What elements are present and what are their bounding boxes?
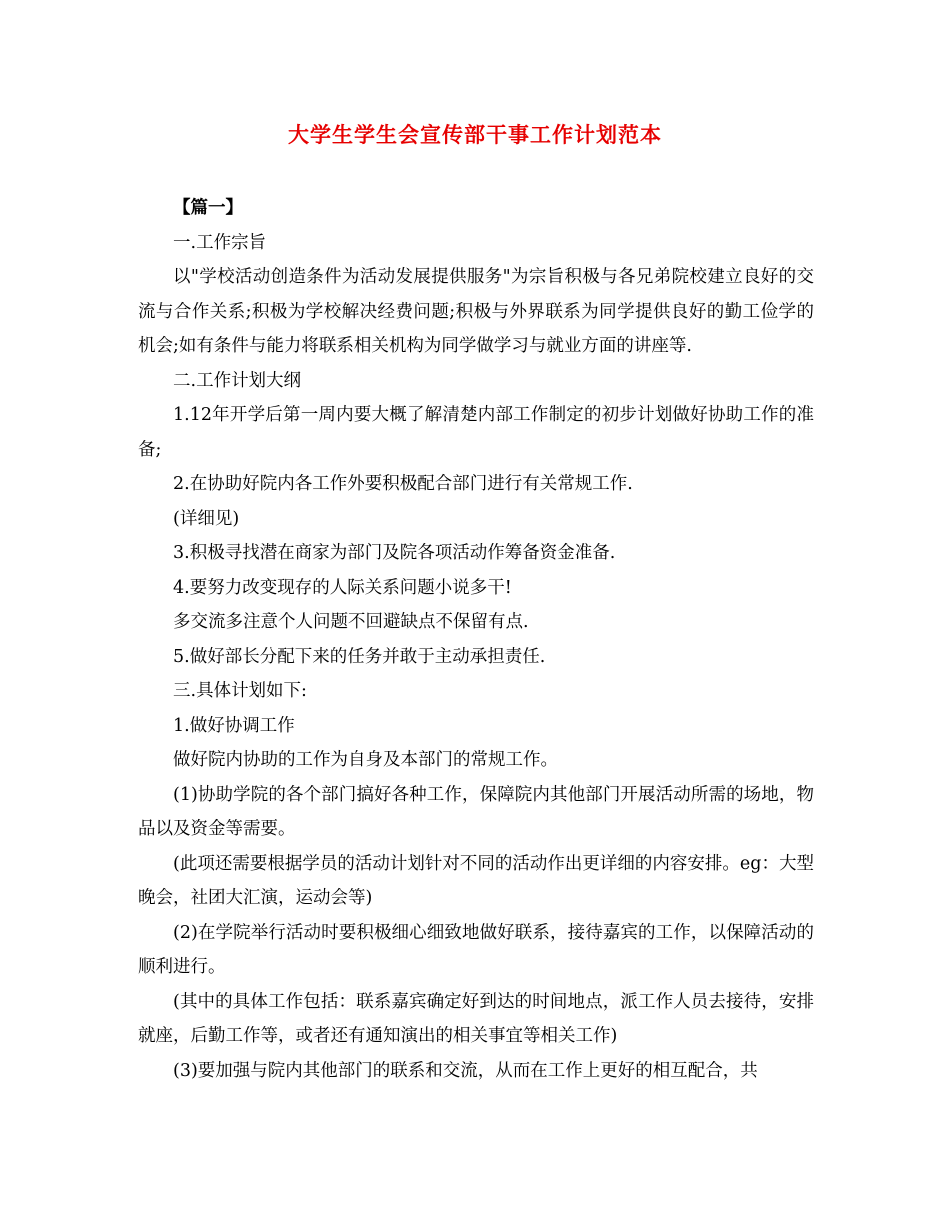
heading-plan-outline: 二.工作计划大纲 bbox=[173, 370, 302, 391]
paragraph: 1.做好协调工作 bbox=[173, 715, 295, 736]
document-title: 大学生学生会宣传部干事工作计划范本 bbox=[288, 122, 662, 147]
paragraph: (2)在学院举行活动时要积极细心细致地做好联系，接待嘉宾的工作，以保障活动的顺利进行。 bbox=[138, 922, 814, 977]
paragraph: 2.在协助好院内各工作外要积极配合部门进行有关常规工作. bbox=[173, 474, 633, 494]
section-heading: 【篇一】 bbox=[173, 198, 243, 218]
paragraph: (1)协助学院的各个部门搞好各种工作，保障院内其他部门开展活动所需的场地，物品以及资金等需要。 bbox=[138, 784, 814, 839]
heading-specific-plan: 三.具体计划如下: bbox=[173, 681, 307, 701]
paragraph: 5.做好部长分配下来的任务并敢于主动承担责任. bbox=[173, 646, 546, 667]
paragraph: 3.积极寻找潜在商家为部门及院各项活动作筹备资金准备. bbox=[173, 543, 616, 563]
paragraph: (详细见) bbox=[173, 508, 240, 529]
paragraph: 以"学校活动创造条件为活动发展提供服务"为宗旨积极与各兄弟院校建立良好的交流与合作关系;积极为学校解决经费问题;积极与外界联系为同学提供良好的勤工俭学的机会;如有条件与能力将联系相关机构为同学做学习与就业方面的讲座等. bbox=[138, 267, 814, 356]
document-body bbox=[138, 191, 814, 1088]
paragraph: (此项还需要根据学员的活动计划针对不同的活动作出更详细的内容安排。eg：大型晚会，社团大汇演，运动会等) bbox=[138, 853, 814, 908]
heading-work-purpose: 一.工作宗旨 bbox=[173, 232, 267, 253]
paragraph: (3)要加强与院内其他部门的联系和交流，从而在工作上更好的相互配合，共 bbox=[173, 1060, 758, 1081]
paragraph: 1.12年开学后第一周内要大概了解清楚内部工作制定的初步计划做好协助工作的准备; bbox=[138, 405, 814, 460]
paragraph: 多交流多注意个人问题不回避缺点不保留有点. bbox=[173, 612, 529, 632]
paragraph: 4.要努力改变现存的人际关系问题小说多干! bbox=[173, 577, 512, 598]
paragraph: (其中的具体工作包括：联系嘉宾确定好到达的时间地点，派工作人员去接待，安排就座，后勤工作等，或者还有通知演出的相关事宜等相关工作) bbox=[138, 991, 814, 1046]
paragraph: 做好院内协助的工作为自身及本部门的常规工作。 bbox=[173, 750, 558, 770]
